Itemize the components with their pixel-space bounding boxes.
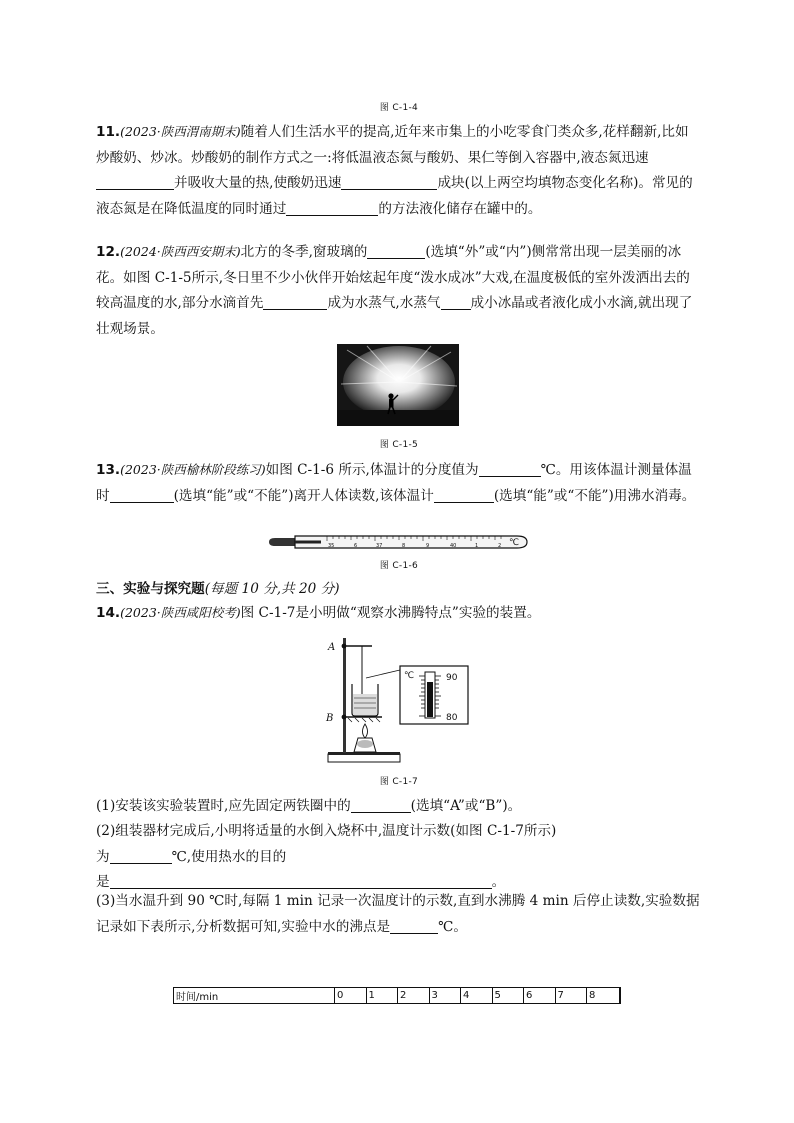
question-number: 14.: [96, 605, 121, 621]
thermo-label: 8: [402, 543, 406, 549]
answer-blank[interactable]: [110, 873, 492, 889]
table-cell: 5: [492, 988, 524, 1004]
question-source: (2024·陕西西安期末): [120, 244, 241, 259]
question-text: (选填“外”或“内”)侧常常出现一层美丽的冰花。如图 C-1-5所示,冬日里不少小伙伴开始炫起年度“泼水成冰”大戏,在温度极低的室外泼洒出去的较高温度的水,部分水滴首先: [96, 244, 690, 311]
thermo-unit: ℃: [509, 538, 520, 548]
clinical-thermometer: [265, 532, 531, 552]
question-number: 13.: [96, 462, 121, 478]
boiling-apparatus: [322, 632, 474, 766]
question-text: 如图 C-1-6 所示,体温计的分度值为: [265, 462, 479, 478]
question-source: (2023·陕西榆林阶段练习): [120, 462, 266, 477]
question-text: 成为水蒸气,水蒸气: [327, 295, 441, 311]
thermo-label: 2: [498, 543, 502, 549]
question-text: ℃。: [438, 918, 467, 935]
table-cell: 7: [555, 988, 587, 1004]
answer-blank[interactable]: [286, 200, 378, 216]
answer-blank[interactable]: [434, 487, 494, 503]
question-text: 随着人们生活水平的提高,近年来市集上的小吃零食门类众多,花样翻新,比如炒酸奶、炒冰。炒酸奶的制作方式之一:将低温液态氮与酸奶、果仁等倒入容器中,液态氮迅速: [96, 124, 689, 166]
gauge-top-label: 90: [446, 673, 458, 683]
sub-question-1: [96, 794, 702, 820]
table-header-cell: 时间/min: [174, 988, 335, 1004]
answer-blank[interactable]: [351, 797, 411, 813]
sub-question-3: [96, 889, 702, 940]
question-text: 是: [96, 874, 110, 890]
sub-question-2: [96, 819, 702, 896]
table-cell: 4: [461, 988, 493, 1004]
splash-photo: [337, 344, 459, 426]
answer-blank[interactable]: [341, 174, 437, 190]
section-heading: [96, 577, 340, 597]
answer-blank[interactable]: [367, 243, 425, 259]
question-text: 成小冰晶或者液化成小水滴,就出现了壮观场景。: [96, 295, 693, 337]
question-12: [96, 239, 702, 342]
answer-blank[interactable]: [96, 174, 174, 190]
question-text: 。: [491, 874, 506, 890]
question-text: ℃。用该体温计测量体温时: [96, 462, 692, 504]
question-number: 11.: [96, 124, 121, 140]
table-cell: 2: [398, 988, 430, 1004]
answer-blank[interactable]: [263, 294, 327, 310]
table-cell: 0: [335, 988, 367, 1004]
question-text: (选填“能”或“不能”)离开人体读数,该体温计: [173, 487, 434, 504]
data-table: [173, 987, 621, 1004]
table-cell: 1: [366, 988, 398, 1004]
question-text: 的方法液化储存在罐中的。: [378, 200, 542, 217]
thermo-label: 6: [354, 543, 358, 549]
answer-blank[interactable]: [441, 294, 471, 310]
question-text: (选填“A”或“B”)。: [410, 798, 522, 814]
table-cell: 3: [429, 988, 461, 1004]
question-text: 北方的冬季,窗玻璃的: [240, 244, 368, 260]
question-text: 图 C-1-7是小明做“观察水沸腾特点”实验的装置。: [240, 605, 541, 621]
question-13: [96, 457, 702, 509]
answer-blank[interactable]: [110, 487, 174, 503]
table-cell: 6: [524, 988, 556, 1004]
table-cell: 8: [587, 988, 621, 1004]
thermo-label: 1: [475, 543, 479, 549]
question-text: (1)安装该实验装置时,应先固定两铁圈中的: [96, 798, 351, 814]
question-source: (2023·陕西咸阳校考): [120, 605, 241, 620]
label-b: B: [326, 713, 334, 724]
section-title: 三、实验与探究题: [96, 581, 205, 597]
question-text: (3)当水温升到 90 ℃时,每隔 1 min 记录一次温度计的示数,直到水沸腾 4 min 后停止读数,实验数据记录如下表所示,分析数据可知,实验中水的沸点是: [96, 893, 700, 935]
label-a: A: [328, 642, 336, 653]
question-text: (2)组装器材完成后,小明将适量的水倒入烧杯中,温度计示数(如图 C-1-7所示): [96, 823, 557, 839]
gauge-unit: ℃: [404, 671, 415, 681]
thermo-label: 37: [376, 543, 383, 549]
question-source: (2023·陕西渭南期末): [120, 124, 241, 139]
thermo-label: 9: [426, 543, 430, 549]
figure-caption-c-1-5: 图 C-1-5: [379, 440, 419, 450]
question-text: 成块(以上两空均填物态变化名称)。常见的液态氮是在降低温度的同时通过: [96, 175, 693, 217]
question-text: 并吸收大量的热,使酸奶迅速: [174, 175, 342, 191]
answer-blank[interactable]: [110, 848, 172, 864]
figure-caption-c-1-7: 图 C-1-7: [379, 777, 419, 787]
question-number: 12.: [96, 244, 121, 260]
thermo-label: 40: [450, 543, 457, 549]
answer-blank[interactable]: [390, 918, 438, 934]
question-text: 为: [96, 848, 110, 865]
question-14: [96, 600, 702, 627]
table-row: [174, 988, 621, 1004]
gauge-bottom-label: 80: [446, 713, 458, 723]
thermo-label: 35: [328, 543, 335, 549]
figure-caption-c-1-6: 图 C-1-6: [379, 561, 419, 571]
figure-caption-c-1-4: 图 C-1-4: [379, 103, 419, 113]
question-text: (选填“能”或“不能”)用沸水消毒。: [493, 487, 696, 504]
question-text: ℃,使用热水的目的: [171, 848, 287, 865]
question-11: [96, 119, 702, 222]
answer-blank[interactable]: [479, 461, 541, 477]
section-note: (每题 10 分,共 20 分): [204, 581, 340, 597]
